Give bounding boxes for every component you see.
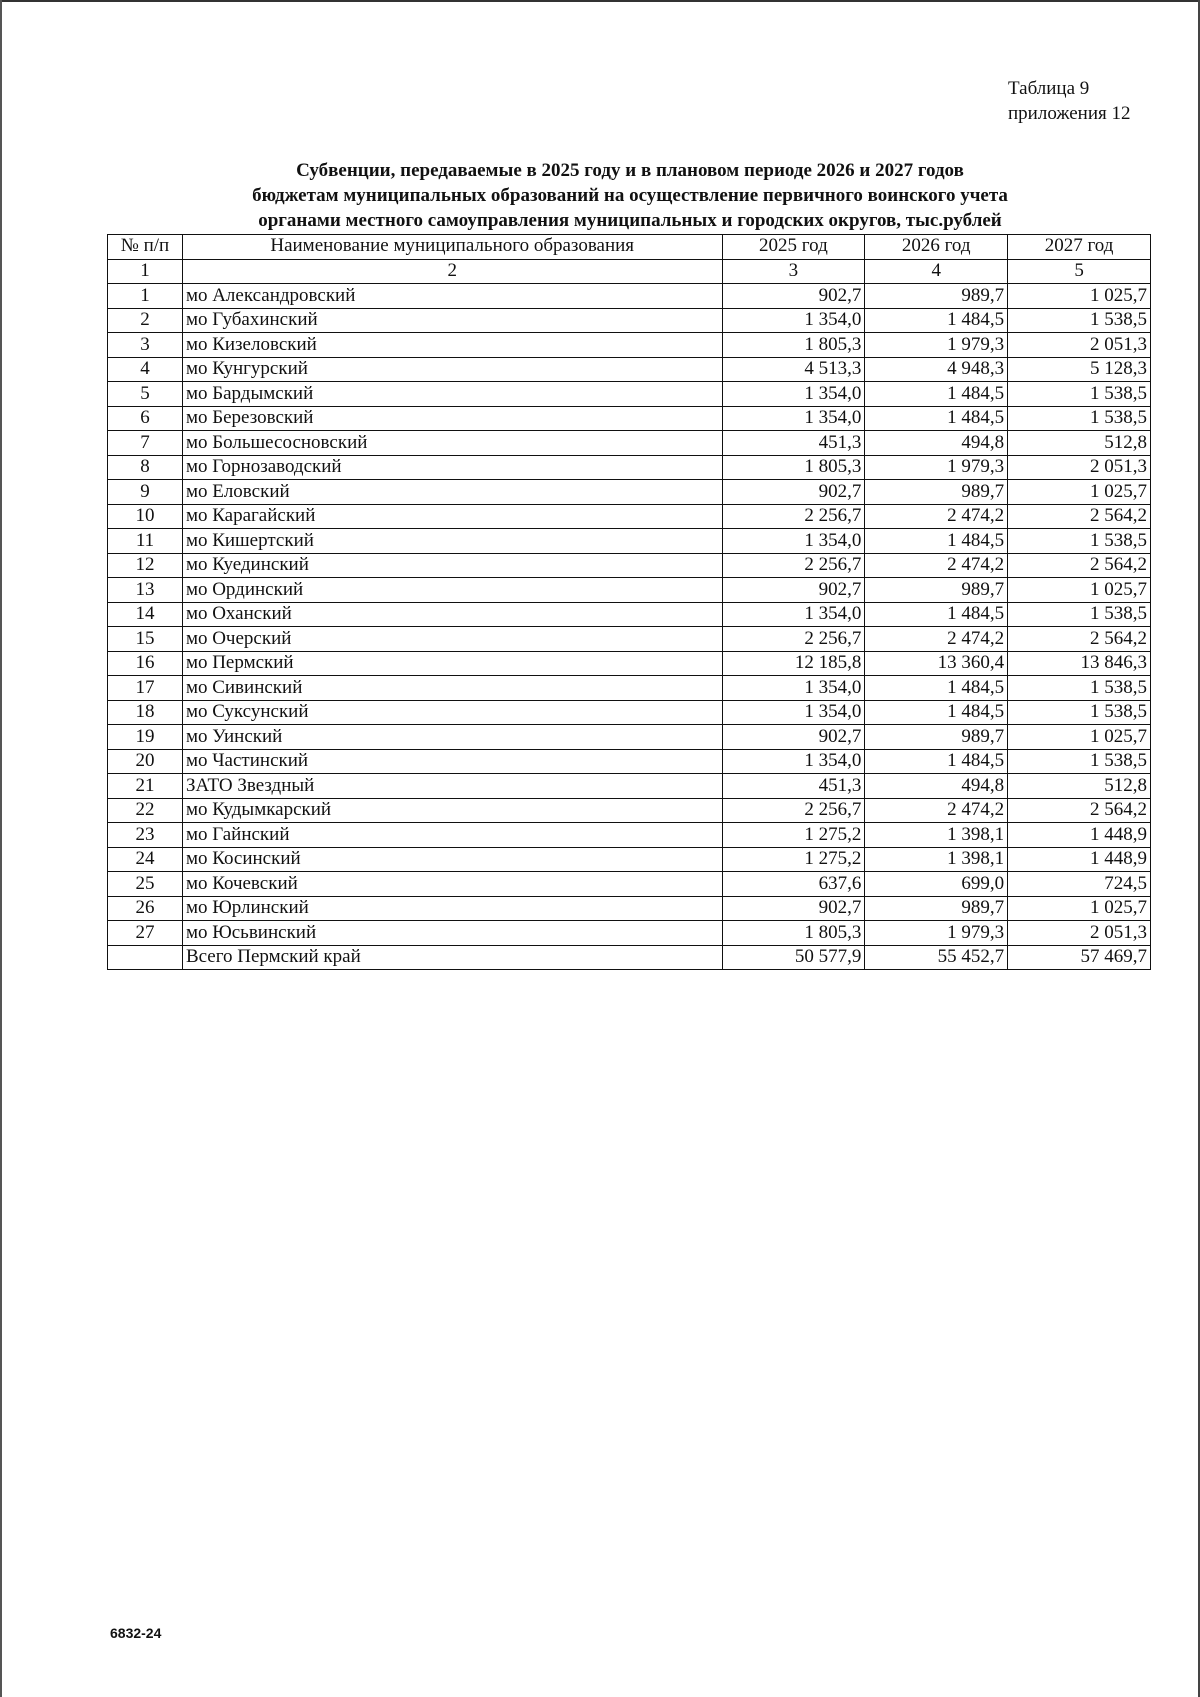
col-number-2: 2 xyxy=(182,259,722,284)
row-value-2025: 902,7 xyxy=(722,725,865,750)
row-value-2027: 1 538,5 xyxy=(1008,529,1151,554)
row-value-2027: 2 051,3 xyxy=(1008,333,1151,358)
row-num: 20 xyxy=(108,749,183,774)
row-value-2026: 2 474,2 xyxy=(865,504,1008,529)
row-value-2025: 1 354,0 xyxy=(722,406,865,431)
row-value-2027: 5 128,3 xyxy=(1008,357,1151,382)
table-body xyxy=(108,284,1151,970)
table-row xyxy=(108,847,1151,872)
row-value-2027: 1 025,7 xyxy=(1008,284,1151,309)
title-line-1: Субвенции, передаваемые в 2025 году и в плановом периоде 2026 и 2027 годов xyxy=(296,160,964,181)
table-row xyxy=(108,774,1151,799)
row-value-2027: 1 538,5 xyxy=(1008,406,1151,431)
row-value-2025: 1 354,0 xyxy=(722,700,865,725)
row-value-2025: 451,3 xyxy=(722,431,865,456)
column-number-row xyxy=(108,259,1151,284)
row-value-2026: 494,8 xyxy=(865,774,1008,799)
row-name: мо Карагайский xyxy=(182,504,722,529)
row-num: 7 xyxy=(108,431,183,456)
table-header-row xyxy=(108,235,1151,260)
table-row xyxy=(108,749,1151,774)
row-value-2027: 2 564,2 xyxy=(1008,627,1151,652)
row-value-2025: 2 256,7 xyxy=(722,627,865,652)
row-num: 9 xyxy=(108,480,183,505)
row-name: мо Кишертский xyxy=(182,529,722,554)
row-value-2027: 1 538,5 xyxy=(1008,749,1151,774)
table-row xyxy=(108,921,1151,946)
col-number-4: 4 xyxy=(865,259,1008,284)
row-name: мо Частинский xyxy=(182,749,722,774)
row-name: ЗАТО Звездный xyxy=(182,774,722,799)
table-row xyxy=(108,823,1151,848)
table-row xyxy=(108,700,1151,725)
col-number-3: 3 xyxy=(722,259,865,284)
table-row xyxy=(108,676,1151,701)
row-num: 14 xyxy=(108,602,183,627)
row-value-2025: 451,3 xyxy=(722,774,865,799)
table-row xyxy=(108,406,1151,431)
row-value-2027: 2 564,2 xyxy=(1008,553,1151,578)
row-num: 6 xyxy=(108,406,183,431)
row-value-2026: 2 474,2 xyxy=(865,798,1008,823)
row-value-2025: 1 354,0 xyxy=(722,749,865,774)
row-value-2026: 1 484,5 xyxy=(865,308,1008,333)
row-num: 5 xyxy=(108,382,183,407)
row-name: мо Куединский xyxy=(182,553,722,578)
row-value-2025: 1 805,3 xyxy=(722,921,865,946)
row-value-2027: 2 051,3 xyxy=(1008,455,1151,480)
row-num: 15 xyxy=(108,627,183,652)
row-value-2026: 1 484,5 xyxy=(865,602,1008,627)
row-value-2025: 902,7 xyxy=(722,578,865,603)
row-name: мо Горнозаводский xyxy=(182,455,722,480)
row-value-2027: 1 448,9 xyxy=(1008,847,1151,872)
row-name: мо Суксунский xyxy=(182,700,722,725)
row-value-2026: 1 484,5 xyxy=(865,676,1008,701)
row-value-2026: 1 484,5 xyxy=(865,749,1008,774)
table-row xyxy=(108,284,1151,309)
row-name: мо Юсьвинский xyxy=(182,921,722,946)
row-num: 27 xyxy=(108,921,183,946)
row-value-2026: 494,8 xyxy=(865,431,1008,456)
row-value-2027: 512,8 xyxy=(1008,774,1151,799)
row-value-2025: 1 275,2 xyxy=(722,847,865,872)
row-name: мо Губахинский xyxy=(182,308,722,333)
table-row xyxy=(108,553,1151,578)
row-num: 12 xyxy=(108,553,183,578)
row-value-2027: 2 051,3 xyxy=(1008,921,1151,946)
row-name: мо Уинский xyxy=(182,725,722,750)
row-value-2027: 1 538,5 xyxy=(1008,700,1151,725)
row-value-2026: 1 979,3 xyxy=(865,333,1008,358)
row-num: 3 xyxy=(108,333,183,358)
row-num: 2 xyxy=(108,308,183,333)
row-value-2025: 1 805,3 xyxy=(722,333,865,358)
row-num: 21 xyxy=(108,774,183,799)
total-2025: 50 577,9 xyxy=(722,945,865,970)
row-num: 8 xyxy=(108,455,183,480)
title-line-3: органами местного самоуправления муниципальных и городских округов, тыс.рублей xyxy=(258,210,1002,231)
row-value-2027: 1 448,9 xyxy=(1008,823,1151,848)
row-name: мо Гайнский xyxy=(182,823,722,848)
row-value-2025: 2 256,7 xyxy=(722,798,865,823)
table-row xyxy=(108,725,1151,750)
row-name: мо Оханский xyxy=(182,602,722,627)
row-name: мо Юрлинский xyxy=(182,896,722,921)
row-name: мо Еловский xyxy=(182,480,722,505)
row-value-2025: 1 805,3 xyxy=(722,455,865,480)
scan-edge-left xyxy=(0,0,2,1697)
row-value-2027: 1 538,5 xyxy=(1008,676,1151,701)
row-value-2025: 2 256,7 xyxy=(722,553,865,578)
col-number-5: 5 xyxy=(1008,259,1151,284)
table-row xyxy=(108,896,1151,921)
row-num: 25 xyxy=(108,872,183,897)
row-value-2026: 2 474,2 xyxy=(865,627,1008,652)
row-num: 1 xyxy=(108,284,183,309)
row-value-2026: 1 398,1 xyxy=(865,823,1008,848)
col-header-name: Наименование муниципального образования xyxy=(182,235,722,260)
row-value-2025: 1 354,0 xyxy=(722,382,865,407)
col-number-1: 1 xyxy=(108,259,183,284)
row-num: 18 xyxy=(108,700,183,725)
row-value-2026: 699,0 xyxy=(865,872,1008,897)
row-value-2026: 1 398,1 xyxy=(865,847,1008,872)
total-2026: 55 452,7 xyxy=(865,945,1008,970)
col-header-2025: 2025 год xyxy=(722,235,865,260)
row-value-2027: 1 025,7 xyxy=(1008,896,1151,921)
row-value-2025: 4 513,3 xyxy=(722,357,865,382)
table-row xyxy=(108,308,1151,333)
table-row xyxy=(108,480,1151,505)
row-name: мо Косинский xyxy=(182,847,722,872)
row-num: 24 xyxy=(108,847,183,872)
row-num: 4 xyxy=(108,357,183,382)
table-row xyxy=(108,529,1151,554)
row-name: мо Березовский xyxy=(182,406,722,431)
row-num: 10 xyxy=(108,504,183,529)
subventions-table xyxy=(107,234,1151,970)
table-row xyxy=(108,872,1151,897)
row-name: мо Очерский xyxy=(182,627,722,652)
row-num: 19 xyxy=(108,725,183,750)
row-value-2026: 989,7 xyxy=(865,284,1008,309)
title-line-2: бюджетам муниципальных образований на осуществление первичного воинского учета xyxy=(252,185,1008,206)
row-value-2027: 1 538,5 xyxy=(1008,602,1151,627)
row-num: 16 xyxy=(108,651,183,676)
table-row xyxy=(108,578,1151,603)
row-value-2025: 1 354,0 xyxy=(722,308,865,333)
table-row xyxy=(108,798,1151,823)
row-value-2026: 989,7 xyxy=(865,725,1008,750)
row-value-2027: 1 025,7 xyxy=(1008,480,1151,505)
row-value-2025: 1 275,2 xyxy=(722,823,865,848)
row-num: 11 xyxy=(108,529,183,554)
row-value-2027: 13 846,3 xyxy=(1008,651,1151,676)
col-header-num: № п/п xyxy=(108,235,183,260)
table-row xyxy=(108,651,1151,676)
total-row xyxy=(108,945,1151,970)
row-value-2026: 1 979,3 xyxy=(865,455,1008,480)
row-num: 13 xyxy=(108,578,183,603)
row-value-2025: 902,7 xyxy=(722,284,865,309)
row-name: мо Большесосновский xyxy=(182,431,722,456)
row-name: мо Кудымкарский xyxy=(182,798,722,823)
total-num xyxy=(108,945,183,970)
row-value-2026: 4 948,3 xyxy=(865,357,1008,382)
row-value-2026: 2 474,2 xyxy=(865,553,1008,578)
row-value-2026: 989,7 xyxy=(865,480,1008,505)
row-value-2026: 1 979,3 xyxy=(865,921,1008,946)
row-value-2025: 1 354,0 xyxy=(722,602,865,627)
table-row xyxy=(108,627,1151,652)
row-value-2025: 637,6 xyxy=(722,872,865,897)
row-num: 22 xyxy=(108,798,183,823)
row-value-2025: 902,7 xyxy=(722,896,865,921)
row-num: 23 xyxy=(108,823,183,848)
appendix-number: приложения 12 xyxy=(1008,103,1131,124)
row-name: мо Кочевский xyxy=(182,872,722,897)
row-name: мо Бардымский xyxy=(182,382,722,407)
table-row xyxy=(108,431,1151,456)
row-value-2027: 2 564,2 xyxy=(1008,504,1151,529)
table-row xyxy=(108,333,1151,358)
table-row xyxy=(108,504,1151,529)
total-2027: 57 469,7 xyxy=(1008,945,1151,970)
row-value-2027: 2 564,2 xyxy=(1008,798,1151,823)
document-code: 6832-24 xyxy=(110,1625,162,1641)
row-value-2027: 1 538,5 xyxy=(1008,382,1151,407)
row-value-2027: 512,8 xyxy=(1008,431,1151,456)
row-name: мо Ординский xyxy=(182,578,722,603)
row-num: 26 xyxy=(108,896,183,921)
row-name: мо Пермский xyxy=(182,651,722,676)
row-num: 17 xyxy=(108,676,183,701)
total-name: Всего Пермский край xyxy=(182,945,722,970)
table-row xyxy=(108,357,1151,382)
row-value-2025: 1 354,0 xyxy=(722,529,865,554)
row-value-2026: 989,7 xyxy=(865,896,1008,921)
table-row xyxy=(108,455,1151,480)
row-name: мо Кунгурский xyxy=(182,357,722,382)
document-title xyxy=(140,158,1120,233)
row-value-2026: 1 484,5 xyxy=(865,382,1008,407)
row-name: мо Кизеловский xyxy=(182,333,722,358)
row-value-2026: 1 484,5 xyxy=(865,529,1008,554)
row-value-2027: 1 025,7 xyxy=(1008,725,1151,750)
row-value-2025: 12 185,8 xyxy=(722,651,865,676)
row-value-2027: 1 025,7 xyxy=(1008,578,1151,603)
row-value-2025: 1 354,0 xyxy=(722,676,865,701)
row-value-2025: 902,7 xyxy=(722,480,865,505)
scan-edge-top xyxy=(0,0,1200,2)
table-row xyxy=(108,382,1151,407)
col-header-2027: 2027 год xyxy=(1008,235,1151,260)
table-number: Таблица 9 xyxy=(1008,78,1090,99)
col-header-2026: 2026 год xyxy=(865,235,1008,260)
row-value-2027: 1 538,5 xyxy=(1008,308,1151,333)
row-value-2026: 989,7 xyxy=(865,578,1008,603)
appendix-reference xyxy=(1008,76,1130,126)
row-value-2026: 13 360,4 xyxy=(865,651,1008,676)
row-value-2026: 1 484,5 xyxy=(865,406,1008,431)
row-value-2025: 2 256,7 xyxy=(722,504,865,529)
row-name: мо Александровский xyxy=(182,284,722,309)
row-name: мо Сивинский xyxy=(182,676,722,701)
row-value-2027: 724,5 xyxy=(1008,872,1151,897)
row-value-2026: 1 484,5 xyxy=(865,700,1008,725)
table-row xyxy=(108,602,1151,627)
